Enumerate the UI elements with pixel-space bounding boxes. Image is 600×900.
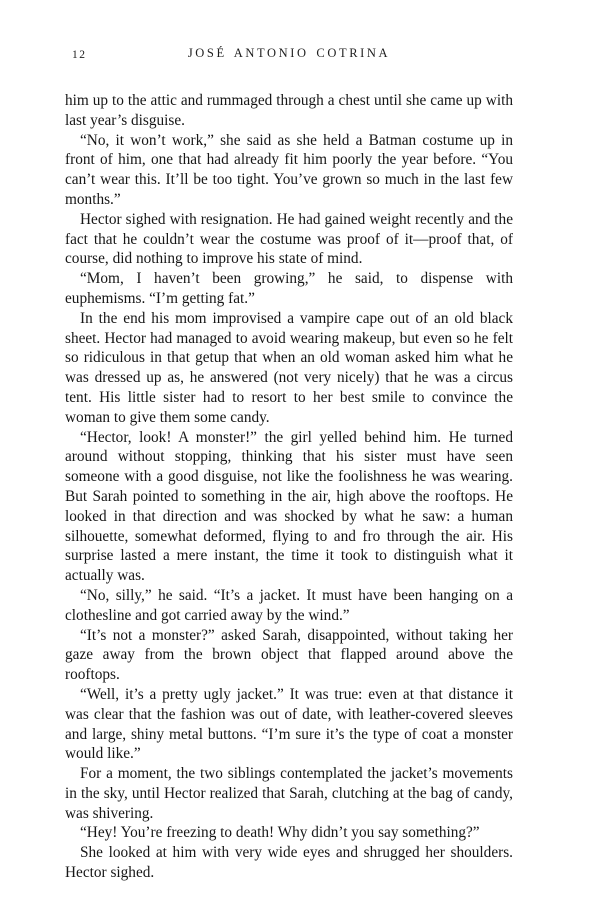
paragraph: “Mom, I haven’t been growing,” he said, to dispense with euphemisms. “I’m getting fat.” bbox=[65, 270, 513, 307]
paragraph: In the end his mom improvised a vampire cape out of an old black sheet. Hector had managed to avoid wearing makeup, but even so he felt so ridiculous in that getup that when an old woman asked him what he was dressed up as, he answered (not very nicely) that he was a circus tent. His little sister had to resort to her best smile to convince the woman to give them some candy. bbox=[65, 309, 513, 426]
paragraph: “No, it won’t work,” she said as she held a Batman costume up in front of him, one that had already fit him poorly the year before. “You can’t wear this. It’ll be too tight. You’ve grown so much in the last few months.” bbox=[65, 131, 513, 208]
paragraph: “Well, it’s a pretty ugly jacket.” It was true: even at that distance it was clear that the fashion was out of date, with leather-covered sleeves and large, shiny metal buttons. “I’m sure it’s the type of coat a monster would like.” bbox=[65, 685, 513, 763]
paragraph: “Hector, look! A monster!” the girl yelled behind him. He turned around without stopping, thinking that his sister must have seen someone with a good disguise, not like the foolishness he was wearing. But Sarah pointed to something in the air, high above the rooftops. He looked in that direction and was shocked by what he saw: a human silhouette, somewhat deformed, flying to and fro through the air. His surprise lasted a mere instant, the time it took to distinguish what it actually was. bbox=[65, 428, 513, 585]
paragraph: “It’s not a monster?” asked Sarah, disappointed, without taking her gaze away from the brown object that flapped around above the rooftops. bbox=[65, 626, 513, 684]
paragraph: She looked at him with very wide eyes and shrugged her shoulders. Hector sighed. bbox=[65, 844, 513, 882]
page-number: 12 bbox=[72, 49, 87, 61]
paragraph: “No, silly,” he said. “It’s a jacket. It must have been hanging on a clothesline and got carried away by the wind.” bbox=[65, 586, 513, 624]
paragraph: “Hey! You’re freezing to death! Why didn’t you say something?” bbox=[80, 824, 480, 842]
page-header bbox=[65, 46, 513, 64]
body-text bbox=[65, 91, 513, 883]
paragraph: him up to the attic and rummaged through a chest until she came up with last year’s disguise. bbox=[65, 92, 513, 129]
paragraph: For a moment, the two siblings contemplated the jacket’s movements in the sky, until Hector realized that Sarah, clutching at the bag of candy, was shivering. bbox=[65, 765, 513, 822]
running-head-author: JOSÉ ANTONIO COTRINA bbox=[187, 46, 391, 60]
paragraph: Hector sighed with resignation. He had gained weight recently and the fact that he couldn’t wear the costume was proof of it—proof that, of course, did nothing to improve his state of mind. bbox=[65, 210, 513, 268]
